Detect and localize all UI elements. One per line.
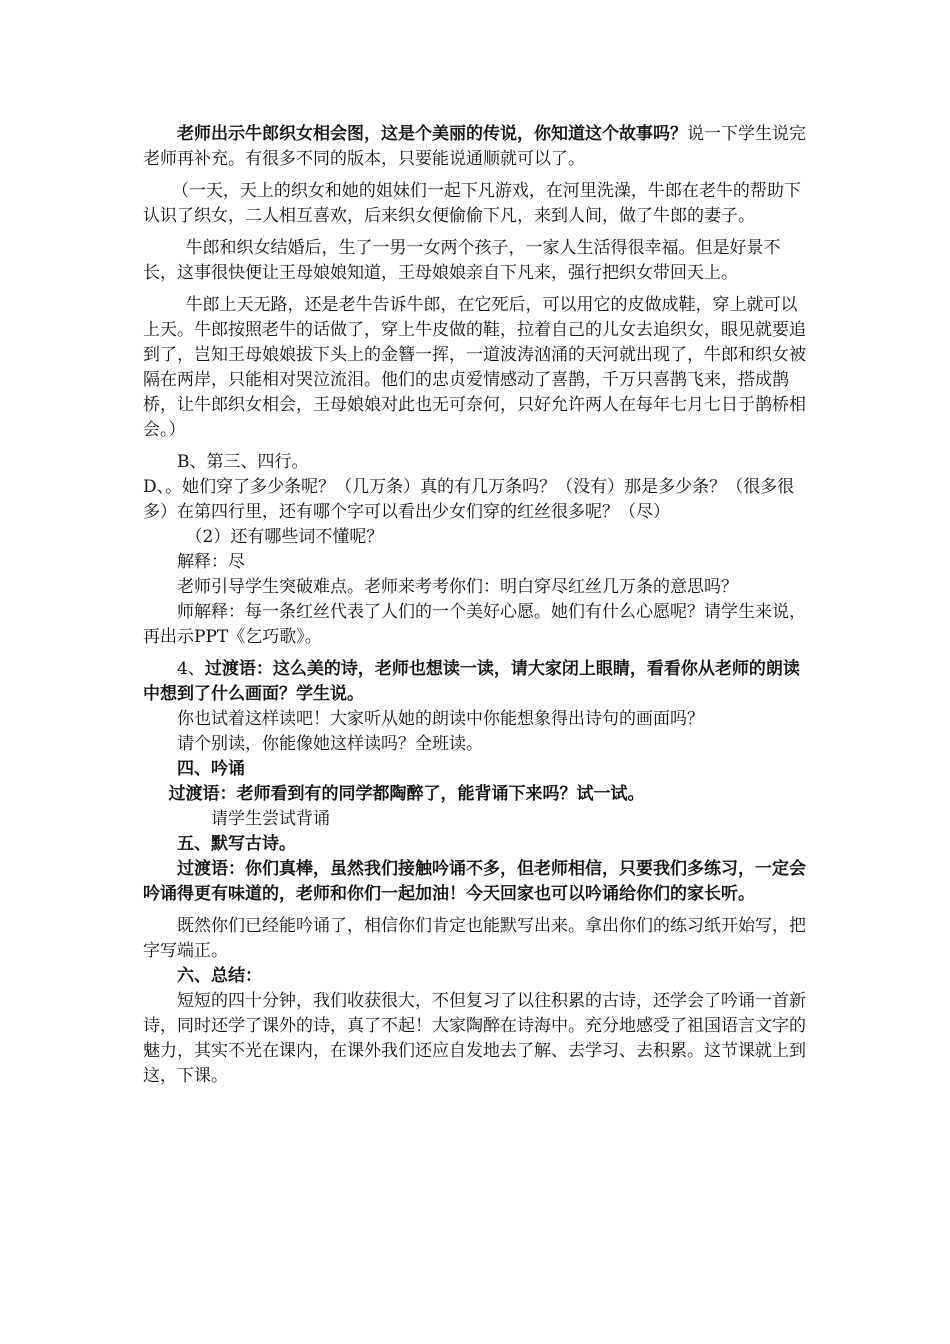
dictation-instruction: 既然你们已经能吟诵了，相信你们肯定也能默写出来。拿出你们的练习纸开始写，把字写端正。 [143, 916, 806, 961]
summary-paragraph: 短短的四十分钟，我们收获很大，不但复习了以往积累的古诗，还学会了吟诵一首新诗，同时还学了课外的诗，真了不起！大家陶醉在诗海中。充分地感受了祖国语言文字的魅力，其实不光在课内，在课外我们还应自发地去了解、去学习、去积累。这节课就上到这，下课。 [143, 991, 806, 1086]
section-heading-4: 四、吟诵 [177, 759, 245, 779]
section-heading-5: 五、默写古诗。 [177, 834, 296, 854]
teacher-explain-paragraph: 师解释：每一条红丝代表了人们的一个美好心愿。她们有什么心愿呢？请学生来说，再出示PPT《乞巧歌》。 [143, 602, 806, 647]
section-b-heading: B、第三、四行。 [177, 452, 309, 472]
question-2: （2）还有哪些词不懂呢？ [185, 527, 384, 547]
transition-4-bold-text: 过渡语：这么美的诗，老师也想读一读，请大家闭上眼睛，看看你从老师的朗读中想到了什么画面？学生说。 [143, 659, 800, 704]
transition-recite: 过渡语：老师看到有的同学都陶醉了，能背诵下来吗？试一试。 [168, 784, 645, 804]
transition-dictation: 过渡语：你们真棒，虽然我们接触吟诵不多，但老师相信，只要我们多练习，一定会吟诵得更有味道的，老师和你们一起加油！今天回家也可以吟诵给你们的家长听。 [143, 859, 806, 904]
read-along-line: 你也试着这样读吧！大家听从她的朗读中你能想象得出诗句的画面吗？ [177, 709, 704, 729]
individual-read-line: 请个别读，你能像她这样读吗？全班读。 [177, 734, 483, 754]
story-paragraph-1: （一天，天上的织女和她的姐妹们一起下凡游戏，在河里洗澡，牛郎在老牛的帮助下认识了织女，二人相互喜欢，后来织女便偷偷下凡，来到人间，做了牛郎的妻子。 [143, 181, 801, 226]
paragraph-intro [143, 122, 811, 172]
intro-bold-text: 老师出示牛郎织女相会图，这是个美丽的传说，你知道这个故事吗？ [177, 124, 687, 144]
teacher-guide-line: 老师引导学生突破难点。老师来考考你们：明白穿尽红丝几万条的意思吗？ [177, 577, 738, 597]
document-page [143, 122, 811, 1089]
intro-text: 说一下学生说完老师再补充。有很多不同的版本，只要能说通顺就可以了。 [143, 124, 806, 169]
recite-attempt-line: 请学生尝试背诵 [211, 809, 330, 829]
transition-4-number: 4、 [177, 659, 205, 679]
story-paragraph-3: 牛郎上天无路，还是老牛告诉牛郎，在它死后，可以用它的皮做成鞋，穿上就可以上天。牛郎按照老牛的话做了，穿上牛皮做的鞋，拉着自己的儿女去追织女，眼见就要追到了，岂知王母娘娘拔下头上的金簪一挥，一道波涛汹涌的天河就出现了，牛郎和织女被隔在两岸，只能相对哭泣流泪。他们的忠贞爱情感动了喜鹊，千万只喜鹊飞来，搭成鹊桥，让牛郎织女相会，王母娘娘对此也无可奈何，只好允许两人在每年七月七日于鹊桥相会。） [143, 295, 806, 440]
explanation-line: 解释：尽 [177, 552, 245, 572]
story-paragraph-2: 牛郎和织女结婚后，生了一男一女两个孩子，一家人生活得很幸福。但是好景不长，这事很快便让王母娘娘知道，王母娘娘亲自下凡来，强行把织女带回天上。 [143, 238, 781, 283]
section-heading-6: 六、总结： [177, 966, 262, 986]
paragraph-d: D、。她们穿了多少条呢？（几万条）真的有几万条吗？（没有）那是多少条？（很多很多）在第四行里，还有哪个字可以看出少女们穿的红丝很多呢？（尽） [143, 477, 795, 522]
transition-4 [143, 657, 811, 707]
